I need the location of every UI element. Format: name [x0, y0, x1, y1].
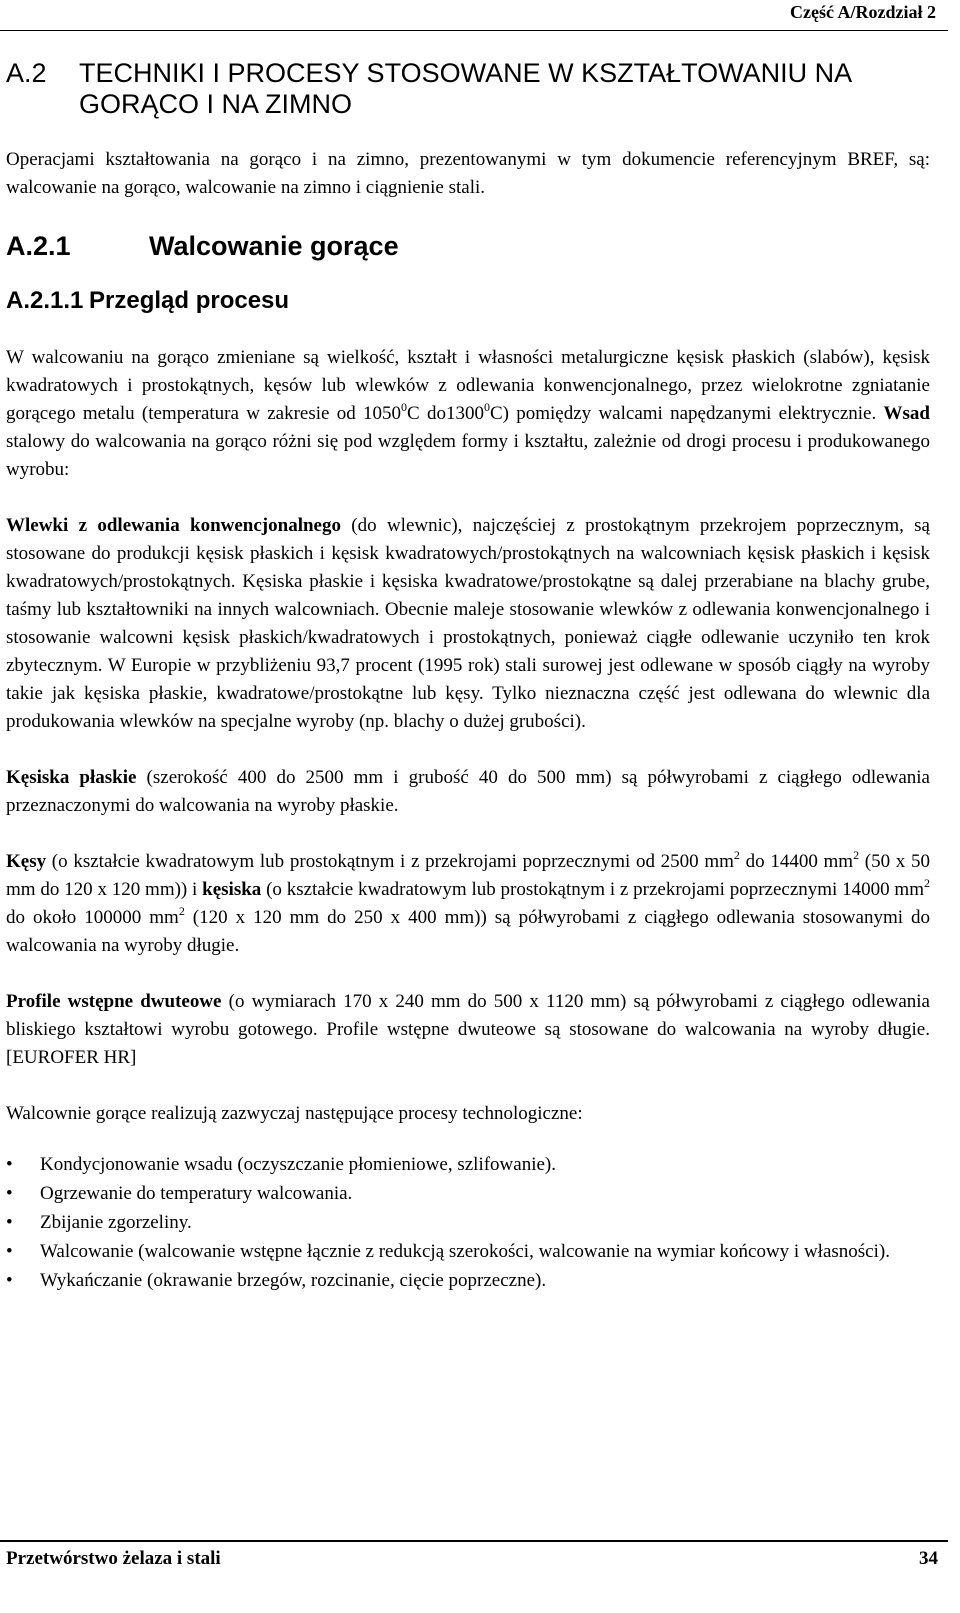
list-item: • Kondycjonowanie wsadu (oczyszczanie płomieniowe, szlifowanie). [6, 1150, 930, 1179]
bullet-icon: • [6, 1212, 13, 1233]
paragraph-slabs: Kęsiska płaskie (szerokość 400 do 2500 mm i grubość 40 do 500 mm) są półwyrobami z ciągłego odlewania przeznaczonymi do walcowania na wyroby płaskie. [6, 767, 930, 816]
subsection-number: A.2.1 [6, 231, 71, 261]
footer-divider [0, 1540, 948, 1542]
paragraph-process-overview: W walcowaniu na gorąco zmieniane są wielkość, kształt i własności metalurgiczne kęsisk płaskich (slabów), kęsisk kwadratowych i prostokątnych, kęsów lub wlewków z odlewania konwencjonalnego, przez wielokrotne zgniatanie gorącego metalu (temperatura w zakresie od 1050$^0$C do1300$^0$C) pomiędzy walcami napędzanymi elektrycznie. Wsad stalowy do walcowania na gorąco różni się pod względem formy i kształtu, zależnie od drogi procesu i produkowanego wyrobu: [6, 347, 930, 480]
section-number: A.2 [6, 58, 47, 88]
footer-title: Przetwórstwo żelaza i stali [6, 1548, 221, 1569]
subsubsection-heading [6, 284, 930, 318]
paragraph-process-list-intro: Walcownie gorące realizują zazwyczaj następujące procesy technologiczne: [6, 1103, 583, 1124]
section-heading [6, 58, 930, 120]
document-body [6, 58, 930, 1295]
page-header [0, 0, 948, 31]
subsection-title: Walcowanie gorące [149, 231, 399, 261]
process-steps-list [6, 1150, 930, 1295]
subsubsection-title: Przegląd procesu [89, 287, 290, 314]
list-item: • Ogrzewanie do temperatury walcowania. [6, 1179, 930, 1208]
bullet-icon: • [6, 1154, 13, 1175]
list-item: • Wykańczanie (okrawanie brzegów, rozcinanie, cięcie poprzeczne). [6, 1266, 930, 1295]
list-item: • Walcowanie (walcowanie wstępne łącznie z redukcją szerokości, walcowanie na wymiar końcowy i własności). [6, 1237, 930, 1266]
list-item: • Zbijanie zgorzeliny. [6, 1208, 930, 1237]
subsection-heading [6, 229, 930, 263]
section-intro: Operacjami kształtowania na gorąco i na zimno, prezentowanymi w tym dokumencie referencyjnym BREF, są: walcowanie na gorąco, walcowanie na zimno i ciągnienie stali. [6, 149, 930, 198]
page-number: 34 [919, 1548, 938, 1569]
paragraph-billets-blooms: Kęsy (o kształcie kwadratowym lub prostokątnym i z przekrojami poprzecznymi od 2500 $mm^2$ do 14400 $mm^2$ (50 x 50 mm do 120 x 120 mm)) i kęsiska (o kształcie kwadratowym lub prostokątnym i z przekrojami poprzecznymi 14000 $mm^2$ do około 100000 $mm^2$ (120 x 120 mm do 250 x 400 mm)) są półwyrobami z ciągłego odlewania stosowanymi do walcowania na wyroby długie. [6, 848, 931, 956]
subsubsection-number: A.2.1.1 [6, 287, 84, 314]
bullet-icon: • [6, 1183, 13, 1204]
paragraph-ingots: Wlewki z odlewania konwencjonalnego (do wlewnic), najczęściej z prostokątnym przekrojem poprzecznym, są stosowane do produkcji kęsisk płaskich i kęsisk kwadratowych/prostokątnych na walcowniach kęsisk płaskich i kęsisk kwadratowych/prostokątnych. Kęsiska płaskie i kęsiska kwadratowe/prostokątne są dalej przerabiane na blachy grube, taśmy lub kształtowniki na innych walcowniach. Obecnie maleje stosowanie wlewków z odlewania konwencjonalnego i stosowanie walcowni kęsisk płaskich/kwadratowych i prostokątnych, ponieważ ciągłe odlewanie uczyniło ten krok zbytecznym. W Europie w przybliżeniu 93,7 procent (1995 rok) stali surowej jest odlewane w sposób ciągły na wyroby takie jak kęsiska płaskie, kwadratowe/prostokątne lub kęsy. Tylko nieznaczna część jest odlewana do wlewnic dla produkowania wlewków na specjalne wyroby (np. blachy o dużej grubości). [6, 515, 930, 732]
chapter-label: Część A/Rozdział 2 [790, 2, 936, 22]
bullet-icon: • [6, 1270, 13, 1291]
paragraph-beam-blanks: Profile wstępne dwuteowe (o wymiarach 170 x 240 mm do 500 x 1120 mm) są półwyrobami z ciągłego odlewania bliskiego kształtowi wyrobu gotowego. Profile wstępne dwuteowe są stosowane do walcowania na wyroby długie. [EUROFER HR] [6, 991, 930, 1068]
bullet-icon: • [6, 1241, 13, 1262]
section-title: TECHNIKI I PROCESY STOSOWANE W KSZTAŁTOWANIU NA GORĄCO I NA ZIMNO [79, 58, 851, 119]
